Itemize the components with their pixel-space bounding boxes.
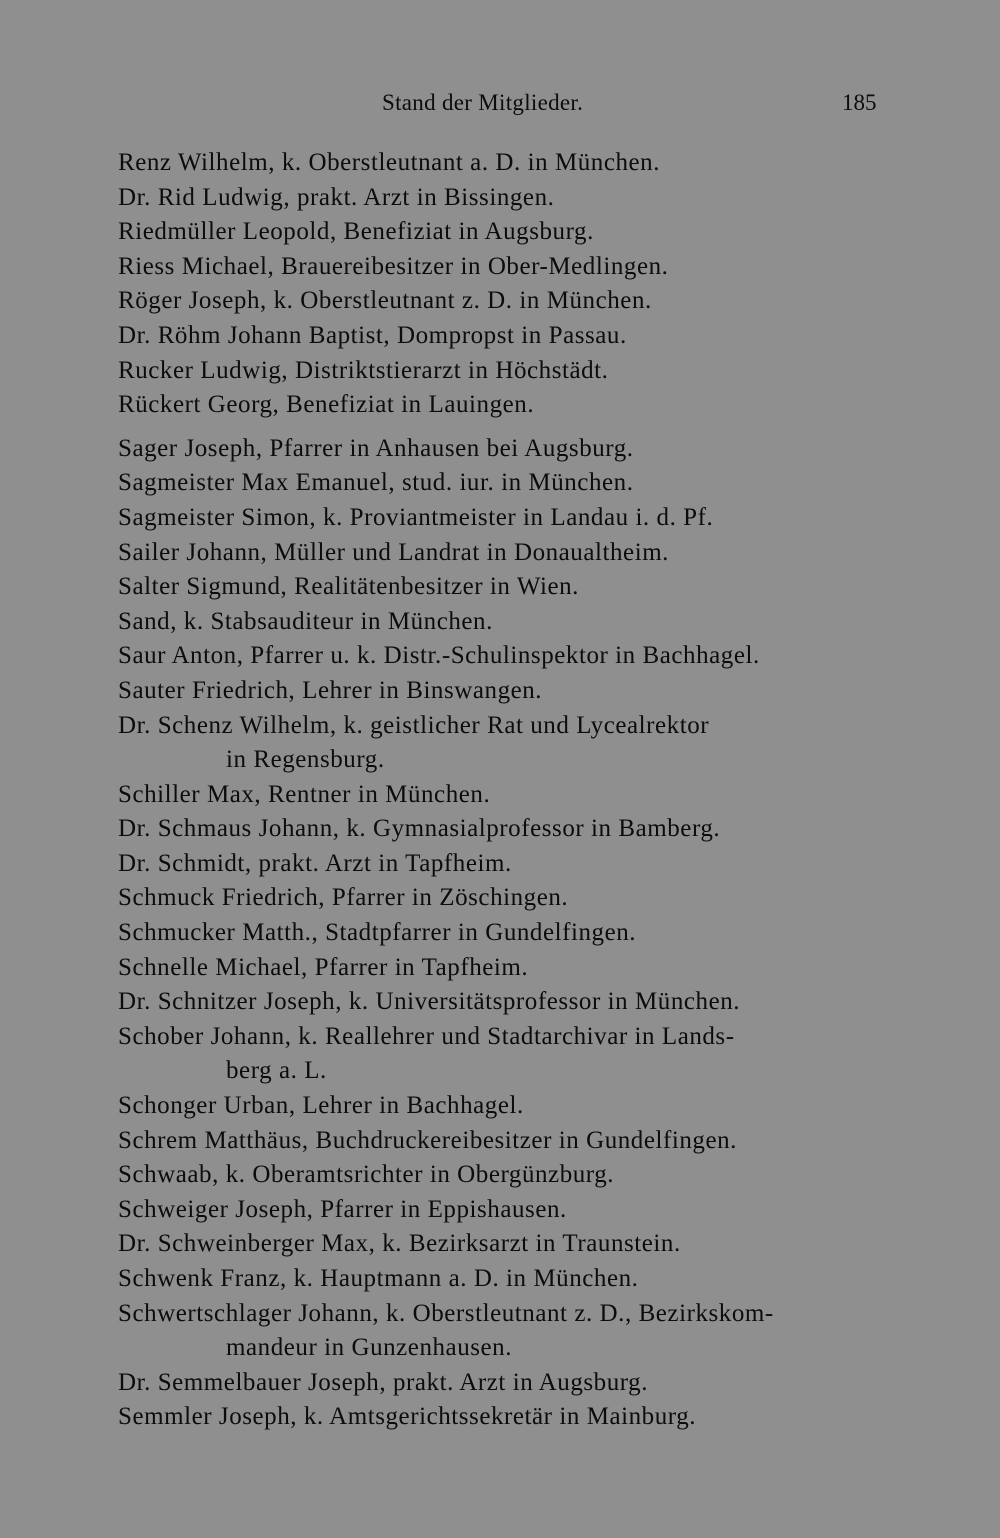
member-entry <box>118 1089 918 1124</box>
entry-text: Schmucker Matth., Stadtpfarrer in Gundelfingen. <box>118 919 637 947</box>
member-entry <box>118 709 918 778</box>
entry-text: Dr. Schmaus Johann, k. Gymnasialprofessor in Bamberg. <box>118 815 721 843</box>
member-entry <box>118 354 918 389</box>
entry-text: Dr. Semmelbauer Joseph, prakt. Arzt in Augsburg. <box>118 1368 649 1396</box>
entry-text: Schrem Matthäus, Buchdruckereibesitzer in Gundelfingen. <box>118 1126 737 1154</box>
entry-text: Dr. Schnitzer Joseph, k. Universitätsprofessor in München. <box>118 988 741 1016</box>
entry-text: Sagmeister Simon, k. Proviantmeister in Landau i. d. Pf. <box>118 503 714 531</box>
entry-text: Renz Wilhelm, k. Oberstleutnant a. D. in München. <box>118 149 661 176</box>
member-entry <box>118 466 918 501</box>
entry-text: Riess Michael, Brauereibesitzer in Ober-Medlingen. <box>118 252 669 280</box>
page-header <box>0 90 1000 124</box>
entry-text: Rucker Ludwig, Distriktstierarzt in Höchstädt. <box>118 356 609 384</box>
entry-text: Semmler Joseph, k. Amtsgerichtssekretär in Mainburg. <box>118 1403 697 1431</box>
entry-continuation: in Regensburg. <box>226 746 385 774</box>
member-entry <box>118 916 918 951</box>
entry-text: Rückert Georg, Benefiziat in Lauingen. <box>118 391 535 419</box>
member-entry <box>118 847 918 882</box>
member-entry <box>118 1227 918 1262</box>
entry-text: Dr. Schmidt, prakt. Arzt in Tapfheim. <box>118 849 512 877</box>
member-entry <box>118 1297 918 1366</box>
member-entry <box>118 639 918 674</box>
member-entry <box>118 1124 918 1159</box>
entry-text: Sagmeister Max Emanuel, stud. iur. in München. <box>118 469 634 497</box>
member-entry <box>118 985 918 1020</box>
entry-text: Schwenk Franz, k. Hauptmann a. D. in München. <box>118 1265 639 1292</box>
entry-text: Dr. Röhm Johann Baptist, Dompropst in Passau. <box>118 321 627 349</box>
member-entry <box>118 536 918 571</box>
member-entry <box>118 951 918 986</box>
entry-text: Schiller Max, Rentner in München. <box>118 780 491 808</box>
entry-text: Schnelle Michael, Pfarrer in Tapfheim. <box>118 953 529 981</box>
member-entry <box>118 1158 918 1193</box>
entry-text: Schwaab, k. Oberamtsrichter in Obergünzburg. <box>118 1161 615 1189</box>
member-entry <box>118 250 918 285</box>
member-entry <box>118 284 918 319</box>
entry-text: Schober Johann, k. Reallehrer und Stadtarchivar in Lands- <box>118 1022 735 1050</box>
entry-text: Sager Joseph, Pfarrer in Anhausen bei Augsburg. <box>118 434 634 462</box>
member-entry <box>118 1262 918 1297</box>
page-number: 185 <box>842 90 877 115</box>
entry-text: Salter Sigmund, Realitätenbesitzer in Wien. <box>118 573 579 601</box>
entry-text: Saur Anton, Pfarrer u. k. Distr.-Schulinspektor in Bachhagel. <box>118 642 760 670</box>
entry-continuation: berg a. L. <box>226 1057 327 1085</box>
member-entry <box>118 674 918 709</box>
member-entry <box>118 501 918 536</box>
entry-text: Schweiger Joseph, Pfarrer in Eppishausen. <box>118 1195 567 1223</box>
member-entry <box>118 812 918 847</box>
member-entry <box>118 181 918 216</box>
entry-text: Dr. Schenz Wilhelm, k. geistlicher Rat und Lycealrektor <box>118 711 710 739</box>
member-list <box>118 146 918 1435</box>
running-head: Stand der Mitglieder. <box>382 90 584 115</box>
entry-text: Dr. Rid Ludwig, prakt. Arzt in Bissingen. <box>118 183 555 211</box>
entry-text: Sand, k. Stabsauditeur in München. <box>118 607 493 635</box>
member-entry <box>118 1400 918 1435</box>
entry-text: Sailer Johann, Müller und Landrat in Donaualtheim. <box>118 538 669 566</box>
member-entry <box>118 570 918 605</box>
member-entry <box>118 605 918 640</box>
member-entry <box>118 388 918 423</box>
entry-text: Schmuck Friedrich, Pfarrer in Zöschingen. <box>118 884 569 912</box>
member-entry <box>118 778 918 813</box>
member-entry <box>118 146 918 181</box>
entry-continuation: mandeur in Gunzenhausen. <box>226 1334 513 1362</box>
member-entry <box>118 215 918 250</box>
member-entry <box>118 1193 918 1228</box>
member-entry <box>118 1020 918 1089</box>
member-entry <box>118 1366 918 1401</box>
member-entry <box>118 319 918 354</box>
entry-text: Riedmüller Leopold, Benefiziat in Augsburg. <box>118 218 594 246</box>
member-entry <box>118 432 918 467</box>
entry-text: Schwertschlager Johann, k. Oberstleutnant z. D., Bezirkskom- <box>118 1299 774 1327</box>
entry-text: Schonger Urban, Lehrer in Bachhagel. <box>118 1092 524 1120</box>
entry-text: Röger Joseph, k. Oberstleutnant z. D. in München. <box>118 287 652 315</box>
member-entry <box>118 881 918 916</box>
entry-text: Dr. Schweinberger Max, k. Bezirksarzt in Traunstein. <box>118 1230 681 1258</box>
entry-text: Sauter Friedrich, Lehrer in Binswangen. <box>118 676 543 704</box>
